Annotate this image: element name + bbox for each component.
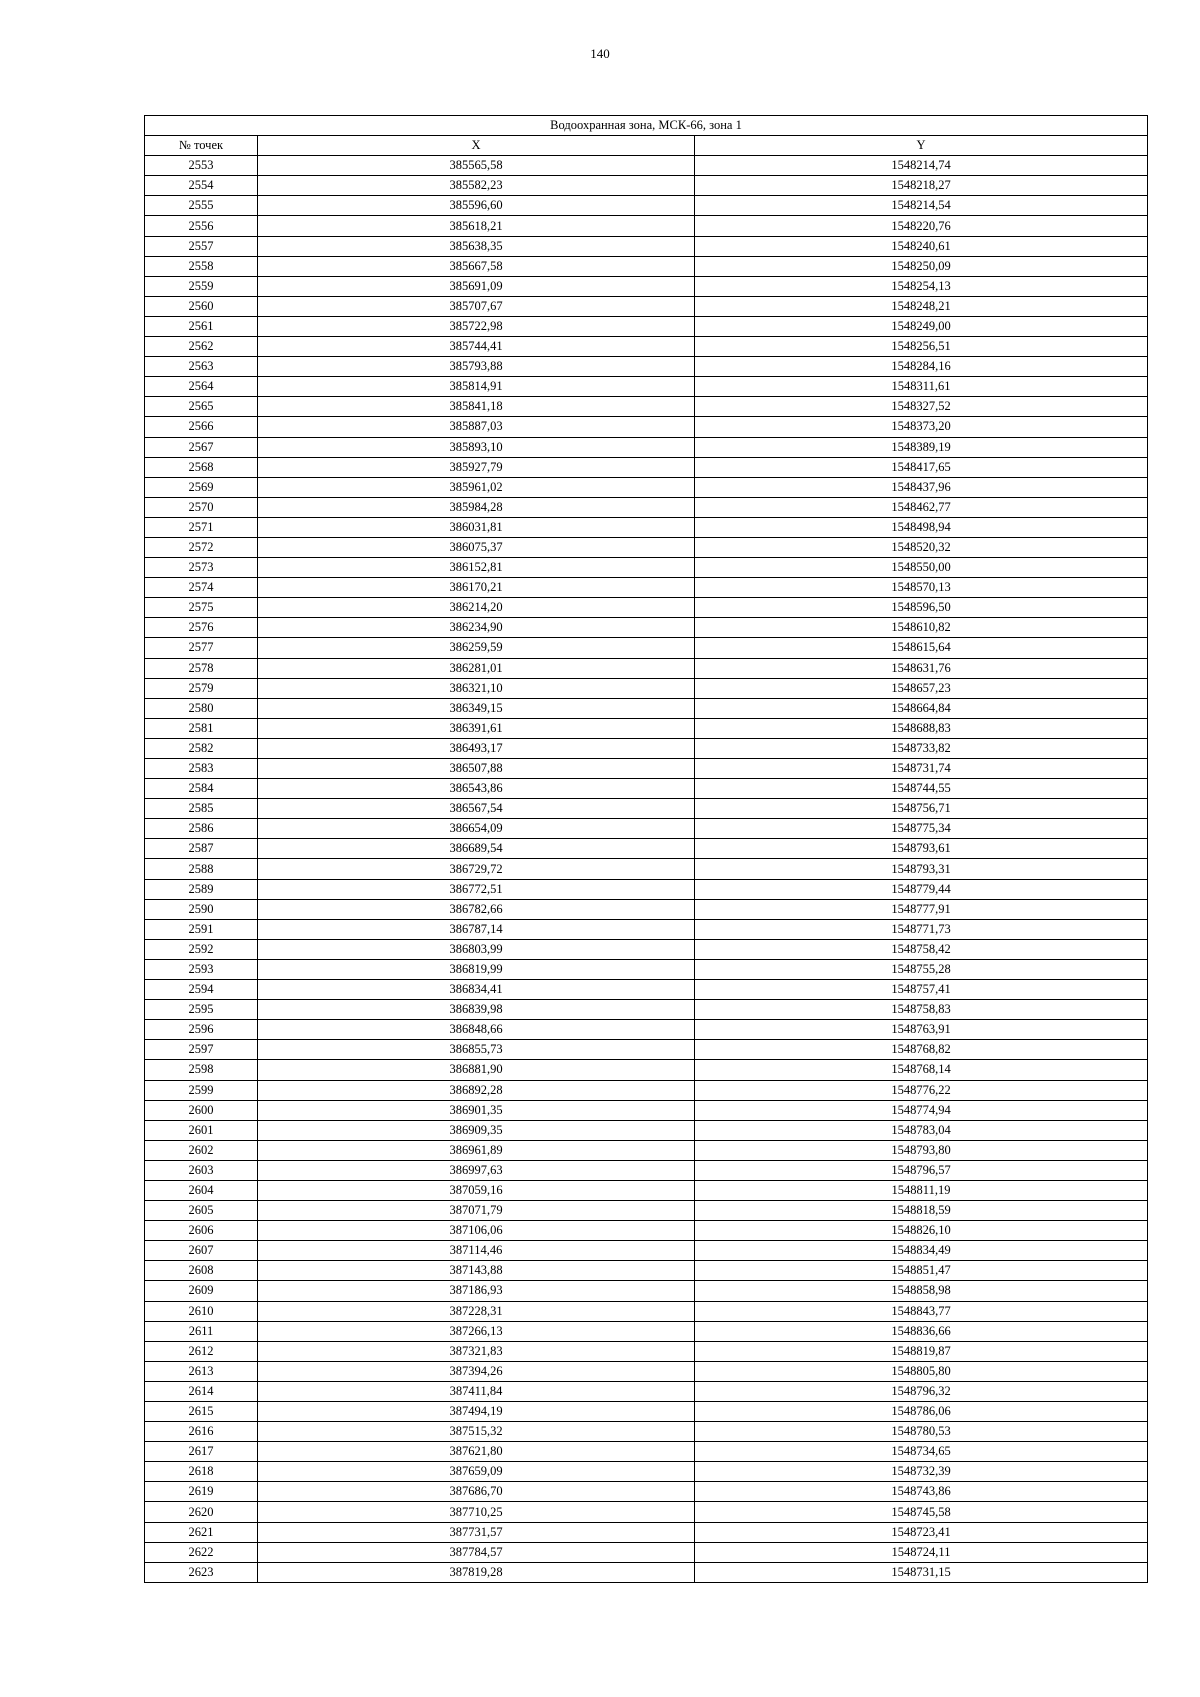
point-number-cell: 2575	[145, 598, 258, 618]
x-coordinate-cell: 385582,23	[258, 176, 695, 196]
y-coordinate-cell: 1548249,00	[695, 316, 1148, 336]
point-number-cell: 2557	[145, 236, 258, 256]
y-coordinate-cell: 1548745,58	[695, 1502, 1148, 1522]
point-number-cell: 2553	[145, 156, 258, 176]
x-coordinate-cell: 387394,26	[258, 1361, 695, 1381]
point-number-cell: 2620	[145, 1502, 258, 1522]
point-number-cell: 2594	[145, 980, 258, 1000]
table-row	[145, 1462, 1148, 1482]
y-coordinate-cell: 1548311,61	[695, 377, 1148, 397]
point-number-cell: 2606	[145, 1221, 258, 1241]
table-row	[145, 1040, 1148, 1060]
y-coordinate-cell: 1548240,61	[695, 236, 1148, 256]
x-coordinate-cell: 386507,88	[258, 759, 695, 779]
y-coordinate-cell: 1548811,19	[695, 1180, 1148, 1200]
y-coordinate-cell: 1548775,34	[695, 819, 1148, 839]
table-row	[145, 1080, 1148, 1100]
x-coordinate-cell: 386214,20	[258, 598, 695, 618]
point-number-cell: 2616	[145, 1422, 258, 1442]
table-row	[145, 1160, 1148, 1180]
y-coordinate-cell: 1548843,77	[695, 1301, 1148, 1321]
table-title-row	[145, 116, 1148, 136]
x-coordinate-cell: 387114,46	[258, 1241, 695, 1261]
table-row	[145, 1140, 1148, 1160]
x-coordinate-cell: 387106,06	[258, 1221, 695, 1241]
y-coordinate-cell: 1548462,77	[695, 497, 1148, 517]
table-row	[145, 638, 1148, 658]
page-number: 140	[590, 46, 610, 61]
y-coordinate-cell: 1548834,49	[695, 1241, 1148, 1261]
y-coordinate-cell: 1548777,91	[695, 899, 1148, 919]
table-row	[145, 558, 1148, 578]
point-number-cell: 2619	[145, 1482, 258, 1502]
point-number-cell: 2598	[145, 1060, 258, 1080]
y-coordinate-cell: 1548805,80	[695, 1361, 1148, 1381]
y-coordinate-cell: 1548796,32	[695, 1381, 1148, 1401]
x-coordinate-cell: 387059,16	[258, 1180, 695, 1200]
point-number-cell: 2554	[145, 176, 258, 196]
point-number-cell: 2585	[145, 799, 258, 819]
table-row	[145, 1241, 1148, 1261]
table-row	[145, 698, 1148, 718]
table-header-row	[145, 136, 1148, 156]
point-number-cell: 2577	[145, 638, 258, 658]
header-point-number: № точек	[145, 136, 258, 156]
table-row	[145, 337, 1148, 357]
x-coordinate-cell: 385744,41	[258, 337, 695, 357]
x-coordinate-cell: 386654,09	[258, 819, 695, 839]
x-coordinate-cell: 385707,67	[258, 296, 695, 316]
x-coordinate-cell: 386152,81	[258, 558, 695, 578]
table-row	[145, 1422, 1148, 1442]
x-coordinate-cell: 386729,72	[258, 859, 695, 879]
x-coordinate-cell: 386031,81	[258, 517, 695, 537]
y-coordinate-cell: 1548826,10	[695, 1221, 1148, 1241]
x-coordinate-cell: 387710,25	[258, 1502, 695, 1522]
table-row	[145, 779, 1148, 799]
table-row	[145, 397, 1148, 417]
point-number-cell: 2582	[145, 738, 258, 758]
y-coordinate-cell: 1548389,19	[695, 437, 1148, 457]
table-row	[145, 457, 1148, 477]
y-coordinate-cell: 1548734,65	[695, 1442, 1148, 1462]
point-number-cell: 2559	[145, 276, 258, 296]
point-number-cell: 2555	[145, 196, 258, 216]
table-row	[145, 216, 1148, 236]
y-coordinate-cell: 1548550,00	[695, 558, 1148, 578]
table-row	[145, 477, 1148, 497]
x-coordinate-cell: 386543,86	[258, 779, 695, 799]
table-row	[145, 899, 1148, 919]
table-row	[145, 1381, 1148, 1401]
y-coordinate-cell: 1548743,86	[695, 1482, 1148, 1502]
y-coordinate-cell: 1548776,22	[695, 1080, 1148, 1100]
point-number-cell: 2595	[145, 1000, 258, 1020]
y-coordinate-cell: 1548756,71	[695, 799, 1148, 819]
y-coordinate-cell: 1548248,21	[695, 296, 1148, 316]
y-coordinate-cell: 1548664,84	[695, 698, 1148, 718]
point-number-cell: 2593	[145, 959, 258, 979]
x-coordinate-cell: 387143,88	[258, 1261, 695, 1281]
point-number-cell: 2607	[145, 1241, 258, 1261]
table-row	[145, 1442, 1148, 1462]
table-row	[145, 1522, 1148, 1542]
table-body	[145, 156, 1148, 1583]
y-coordinate-cell: 1548768,14	[695, 1060, 1148, 1080]
point-number-cell: 2583	[145, 759, 258, 779]
x-coordinate-cell: 387411,84	[258, 1381, 695, 1401]
table-row	[145, 537, 1148, 557]
x-coordinate-cell: 386321,10	[258, 678, 695, 698]
y-coordinate-cell: 1548774,94	[695, 1100, 1148, 1120]
x-coordinate-cell: 386819,99	[258, 959, 695, 979]
header-x: X	[258, 136, 695, 156]
y-coordinate-cell: 1548724,11	[695, 1542, 1148, 1562]
x-coordinate-cell: 385667,58	[258, 256, 695, 276]
x-coordinate-cell: 386839,98	[258, 1000, 695, 1020]
table-row	[145, 1180, 1148, 1200]
table-row	[145, 357, 1148, 377]
x-coordinate-cell: 386281,01	[258, 658, 695, 678]
y-coordinate-cell: 1548768,82	[695, 1040, 1148, 1060]
point-number-cell: 2604	[145, 1180, 258, 1200]
point-number-cell: 2589	[145, 879, 258, 899]
table-row	[145, 417, 1148, 437]
point-number-cell: 2581	[145, 718, 258, 738]
table-row	[145, 839, 1148, 859]
table-row	[145, 919, 1148, 939]
x-coordinate-cell: 386834,41	[258, 980, 695, 1000]
point-number-cell: 2597	[145, 1040, 258, 1060]
point-number-cell: 2609	[145, 1281, 258, 1301]
point-number-cell: 2558	[145, 256, 258, 276]
point-number-cell: 2613	[145, 1361, 258, 1381]
table-row	[145, 980, 1148, 1000]
y-coordinate-cell: 1548214,74	[695, 156, 1148, 176]
table-row	[145, 598, 1148, 618]
point-number-cell: 2596	[145, 1020, 258, 1040]
table-row	[145, 959, 1148, 979]
x-coordinate-cell: 385596,60	[258, 196, 695, 216]
y-coordinate-cell: 1548250,09	[695, 256, 1148, 276]
x-coordinate-cell: 386259,59	[258, 638, 695, 658]
y-coordinate-cell: 1548771,73	[695, 919, 1148, 939]
table-row	[145, 176, 1148, 196]
point-number-cell: 2591	[145, 919, 258, 939]
table-title: Водоохранная зона, МСК-66, зона 1	[145, 116, 1148, 136]
y-coordinate-cell: 1548744,55	[695, 779, 1148, 799]
point-number-cell: 2566	[145, 417, 258, 437]
y-coordinate-cell: 1548373,20	[695, 417, 1148, 437]
point-number-cell: 2611	[145, 1321, 258, 1341]
y-coordinate-cell: 1548836,66	[695, 1321, 1148, 1341]
x-coordinate-cell: 386772,51	[258, 879, 695, 899]
point-number-cell: 2618	[145, 1462, 258, 1482]
point-number-cell: 2615	[145, 1402, 258, 1422]
y-coordinate-cell: 1548723,41	[695, 1522, 1148, 1542]
point-number-cell: 2617	[145, 1442, 258, 1462]
point-number-cell: 2569	[145, 477, 258, 497]
y-coordinate-cell: 1548793,80	[695, 1140, 1148, 1160]
y-coordinate-cell: 1548610,82	[695, 618, 1148, 638]
x-coordinate-cell: 385691,09	[258, 276, 695, 296]
x-coordinate-cell: 385814,91	[258, 377, 695, 397]
point-number-cell: 2574	[145, 578, 258, 598]
point-number-cell: 2586	[145, 819, 258, 839]
y-coordinate-cell: 1548520,32	[695, 537, 1148, 557]
point-number-cell: 2623	[145, 1562, 258, 1582]
x-coordinate-cell: 386234,90	[258, 618, 695, 638]
table-row	[145, 718, 1148, 738]
table-row	[145, 1482, 1148, 1502]
table-row	[145, 1542, 1148, 1562]
y-coordinate-cell: 1548758,83	[695, 1000, 1148, 1020]
point-number-cell: 2572	[145, 537, 258, 557]
x-coordinate-cell: 386170,21	[258, 578, 695, 598]
y-coordinate-cell: 1548417,65	[695, 457, 1148, 477]
point-number-cell: 2608	[145, 1261, 258, 1281]
y-coordinate-cell: 1548818,59	[695, 1201, 1148, 1221]
y-coordinate-cell: 1548783,04	[695, 1120, 1148, 1140]
y-coordinate-cell: 1548786,06	[695, 1402, 1148, 1422]
table-row	[145, 658, 1148, 678]
x-coordinate-cell: 387819,28	[258, 1562, 695, 1582]
point-number-cell: 2614	[145, 1381, 258, 1401]
table-row	[145, 1261, 1148, 1281]
point-number-cell: 2592	[145, 939, 258, 959]
point-number-cell: 2601	[145, 1120, 258, 1140]
y-coordinate-cell: 1548498,94	[695, 517, 1148, 537]
table-row	[145, 1100, 1148, 1120]
point-number-cell: 2568	[145, 457, 258, 477]
x-coordinate-cell: 385638,35	[258, 236, 695, 256]
table-row	[145, 497, 1148, 517]
table-row	[145, 1000, 1148, 1020]
x-coordinate-cell: 386881,90	[258, 1060, 695, 1080]
point-number-cell: 2603	[145, 1160, 258, 1180]
x-coordinate-cell: 386848,66	[258, 1020, 695, 1040]
x-coordinate-cell: 385887,03	[258, 417, 695, 437]
y-coordinate-cell: 1548793,61	[695, 839, 1148, 859]
table-row	[145, 1341, 1148, 1361]
x-coordinate-cell: 385927,79	[258, 457, 695, 477]
table-row	[145, 377, 1148, 397]
table-row	[145, 1321, 1148, 1341]
table-row	[145, 437, 1148, 457]
table-row	[145, 799, 1148, 819]
x-coordinate-cell: 386493,17	[258, 738, 695, 758]
table-row	[145, 819, 1148, 839]
point-number-cell: 2570	[145, 497, 258, 517]
x-coordinate-cell: 386803,99	[258, 939, 695, 959]
x-coordinate-cell: 387186,93	[258, 1281, 695, 1301]
x-coordinate-cell: 386782,66	[258, 899, 695, 919]
y-coordinate-cell: 1548254,13	[695, 276, 1148, 296]
x-coordinate-cell: 387686,70	[258, 1482, 695, 1502]
x-coordinate-cell: 386855,73	[258, 1040, 695, 1060]
table-row	[145, 1562, 1148, 1582]
point-number-cell: 2571	[145, 517, 258, 537]
table-row	[145, 256, 1148, 276]
y-coordinate-cell: 1548214,54	[695, 196, 1148, 216]
table-row	[145, 759, 1148, 779]
point-number-cell: 2573	[145, 558, 258, 578]
y-coordinate-cell: 1548858,98	[695, 1281, 1148, 1301]
point-number-cell: 2576	[145, 618, 258, 638]
y-coordinate-cell: 1548731,74	[695, 759, 1148, 779]
y-coordinate-cell: 1548796,57	[695, 1160, 1148, 1180]
x-coordinate-cell: 387228,31	[258, 1301, 695, 1321]
x-coordinate-cell: 387784,57	[258, 1542, 695, 1562]
point-number-cell: 2612	[145, 1341, 258, 1361]
x-coordinate-cell: 386892,28	[258, 1080, 695, 1100]
point-number-cell: 2590	[145, 899, 258, 919]
y-coordinate-cell: 1548615,64	[695, 638, 1148, 658]
y-coordinate-cell: 1548256,51	[695, 337, 1148, 357]
point-number-cell: 2565	[145, 397, 258, 417]
x-coordinate-cell: 386909,35	[258, 1120, 695, 1140]
x-coordinate-cell: 386997,63	[258, 1160, 695, 1180]
table-row	[145, 1020, 1148, 1040]
y-coordinate-cell: 1548757,41	[695, 980, 1148, 1000]
x-coordinate-cell: 385893,10	[258, 437, 695, 457]
x-coordinate-cell: 387494,19	[258, 1402, 695, 1422]
point-number-cell: 2587	[145, 839, 258, 859]
y-coordinate-cell: 1548437,96	[695, 477, 1148, 497]
point-number-cell: 2600	[145, 1100, 258, 1120]
table-row	[145, 1502, 1148, 1522]
x-coordinate-cell: 385961,02	[258, 477, 695, 497]
coordinates-table	[144, 115, 1148, 1583]
y-coordinate-cell: 1548731,15	[695, 1562, 1148, 1582]
x-coordinate-cell: 385618,21	[258, 216, 695, 236]
table-row	[145, 1281, 1148, 1301]
point-number-cell: 2588	[145, 859, 258, 879]
table-row	[145, 578, 1148, 598]
table-row	[145, 879, 1148, 899]
x-coordinate-cell: 386901,35	[258, 1100, 695, 1120]
x-coordinate-cell: 386349,15	[258, 698, 695, 718]
table-row	[145, 1402, 1148, 1422]
x-coordinate-cell: 387515,32	[258, 1422, 695, 1442]
point-number-cell: 2562	[145, 337, 258, 357]
y-coordinate-cell: 1548327,52	[695, 397, 1148, 417]
x-coordinate-cell: 385984,28	[258, 497, 695, 517]
table-row	[145, 276, 1148, 296]
point-number-cell: 2599	[145, 1080, 258, 1100]
x-coordinate-cell: 385565,58	[258, 156, 695, 176]
y-coordinate-cell: 1548733,82	[695, 738, 1148, 758]
x-coordinate-cell: 386391,61	[258, 718, 695, 738]
table-row	[145, 678, 1148, 698]
table-row	[145, 618, 1148, 638]
x-coordinate-cell: 387266,13	[258, 1321, 695, 1341]
x-coordinate-cell: 386567,54	[258, 799, 695, 819]
y-coordinate-cell: 1548631,76	[695, 658, 1148, 678]
x-coordinate-cell: 386689,54	[258, 839, 695, 859]
point-number-cell: 2610	[145, 1301, 258, 1321]
table-row	[145, 1060, 1148, 1080]
y-coordinate-cell: 1548732,39	[695, 1462, 1148, 1482]
y-coordinate-cell: 1548218,27	[695, 176, 1148, 196]
point-number-cell: 2563	[145, 357, 258, 377]
table-row	[145, 1120, 1148, 1140]
y-coordinate-cell: 1548780,53	[695, 1422, 1148, 1442]
x-coordinate-cell: 386787,14	[258, 919, 695, 939]
y-coordinate-cell: 1548851,47	[695, 1261, 1148, 1281]
x-coordinate-cell: 387659,09	[258, 1462, 695, 1482]
table-row	[145, 296, 1148, 316]
y-coordinate-cell: 1548779,44	[695, 879, 1148, 899]
x-coordinate-cell: 386075,37	[258, 537, 695, 557]
table-row	[145, 859, 1148, 879]
point-number-cell: 2621	[145, 1522, 258, 1542]
point-number-cell: 2579	[145, 678, 258, 698]
point-number-cell: 2556	[145, 216, 258, 236]
point-number-cell: 2567	[145, 437, 258, 457]
point-number-cell: 2584	[145, 779, 258, 799]
point-number-cell: 2580	[145, 698, 258, 718]
point-number-cell: 2564	[145, 377, 258, 397]
table-row	[145, 156, 1148, 176]
table-row	[145, 196, 1148, 216]
point-number-cell: 2622	[145, 1542, 258, 1562]
y-coordinate-cell: 1548657,23	[695, 678, 1148, 698]
table-row	[145, 1361, 1148, 1381]
table-row	[145, 236, 1148, 256]
point-number-cell: 2561	[145, 316, 258, 336]
table-row	[145, 1201, 1148, 1221]
y-coordinate-cell: 1548284,16	[695, 357, 1148, 377]
y-coordinate-cell: 1548688,83	[695, 718, 1148, 738]
table-row	[145, 517, 1148, 537]
point-number-cell: 2605	[145, 1201, 258, 1221]
x-coordinate-cell: 385722,98	[258, 316, 695, 336]
y-coordinate-cell: 1548793,31	[695, 859, 1148, 879]
y-coordinate-cell: 1548570,13	[695, 578, 1148, 598]
table-row	[145, 939, 1148, 959]
x-coordinate-cell: 385793,88	[258, 357, 695, 377]
x-coordinate-cell: 387071,79	[258, 1201, 695, 1221]
y-coordinate-cell: 1548596,50	[695, 598, 1148, 618]
x-coordinate-cell: 386961,89	[258, 1140, 695, 1160]
point-number-cell: 2578	[145, 658, 258, 678]
y-coordinate-cell: 1548763,91	[695, 1020, 1148, 1040]
x-coordinate-cell: 385841,18	[258, 397, 695, 417]
table-row	[145, 316, 1148, 336]
y-coordinate-cell: 1548758,42	[695, 939, 1148, 959]
header-y: Y	[695, 136, 1148, 156]
y-coordinate-cell: 1548220,76	[695, 216, 1148, 236]
x-coordinate-cell: 387621,80	[258, 1442, 695, 1462]
table-row	[145, 738, 1148, 758]
point-number-cell: 2560	[145, 296, 258, 316]
table-row	[145, 1301, 1148, 1321]
x-coordinate-cell: 387321,83	[258, 1341, 695, 1361]
point-number-cell: 2602	[145, 1140, 258, 1160]
x-coordinate-cell: 387731,57	[258, 1522, 695, 1542]
y-coordinate-cell: 1548755,28	[695, 959, 1148, 979]
table-row	[145, 1221, 1148, 1241]
y-coordinate-cell: 1548819,87	[695, 1341, 1148, 1361]
